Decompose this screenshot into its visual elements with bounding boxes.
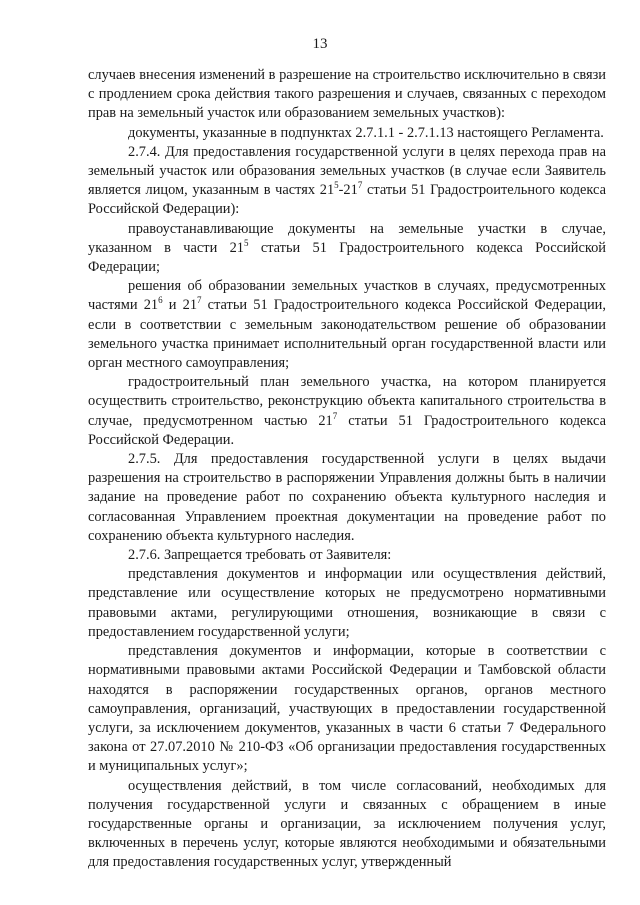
superscript: 6 [158,295,163,306]
text-run: -21 [338,182,358,199]
paragraph [88,143,606,220]
paragraph: документы, указанные в подпунктах 2.7.1.1 - 2.7.1.13 настоящего Регламента. [128,124,604,141]
paragraph: случаев внесения изменений в разрешение на строительство исключительно в связи с продлением срока действия такого разрешения и случаев, связанных с переходом прав на земельный участок или образованием земельных участков): [88,67,606,122]
text-run: 2.7.4. Для предоставления государственной услуги в целях перехода прав на земельный участок или образования земельных участков (в случае если Заявитель является лицом, указанным в частях 21 [88,143,606,199]
text-run: статьи 51 Градостроительного кодекса Российской Федерации. [88,412,607,448]
superscript: 7 [332,410,338,421]
superscript: 5 [334,180,339,191]
text-run: статьи 51 Градостроительного кодекса Российской Федерации, если в соответствии с земельным законодательством решение об образовании земельного участка принимает исполнительный орган государственной власти или орган местного самоуправления; [88,297,606,372]
superscript: 7 [357,180,363,191]
paragraph: представления документов и информации или осуществления действий, представление или осуществление которых не предусмотрено нормативными правовыми актами, регулирующими отношения, возникающие в связи с предоставлением государственной услуги; [88,566,606,640]
paragraph: осуществления действий, в том числе согласований, необходимых для получения государственной услуги и связанных с обращением в иные государственные органы и организации, за исключением получения услуг, включенных в перечень услуг, которые являются необходимыми и обязательными для предоставления государственных услуг, утвержденный [88,777,606,871]
paragraph: 2.7.6. Запрещается требовать от Заявителя: [128,547,392,564]
page-number: 13 [312,36,328,52]
paragraph [88,277,606,373]
superscript: 5 [244,237,249,248]
paragraph [88,373,606,450]
paragraph: представления документов и информации, которые в соответствии с нормативными правовыми актами Российской Федерации и Тамбовской области находятся в распоряжении государственных органов, органов местного самоуправления, организаций, участвующих в предоставлении государственной услуги, за исключением документов, указанных в части 6 статьи 7 Федерального закона от 27.07.2010 № 210-ФЗ «Об организации предоставления государственных и муниципальных услуг»; [88,643,606,775]
text-run: правоустанавливающие документы на земельные участки в случае, указанном в части 21 [88,220,606,256]
superscript: 7 [197,295,202,306]
text-run: статьи 51 Градостроительного кодекса Российской Федерации): [88,182,607,218]
text-run: и 21 [162,297,198,314]
text-run: статьи 51 Градостроительного кодекса Российской Федерации; [88,239,607,276]
paragraph: 2.7.5. Для предоставления государственной услуги в целях выдачи разрешения на строительство в распоряжении Управления должны быть в наличии задание на проведение работ по сохранению объекта культурного наследия и согласованная Управлением проектная документации на проведение работ по сохранению объекта культурного наследия. [88,451,606,544]
document-body [88,66,606,873]
text-run: решения об образовании земельных участков в случаях, предусмотренных частями 21 [88,278,606,314]
paragraph [88,220,606,278]
text-run: градостроительный план земельного участка, на котором планируется осуществить строительство, реконструкцию объекта капитального строительства в случае, предусмотренном частью 21 [88,374,606,429]
